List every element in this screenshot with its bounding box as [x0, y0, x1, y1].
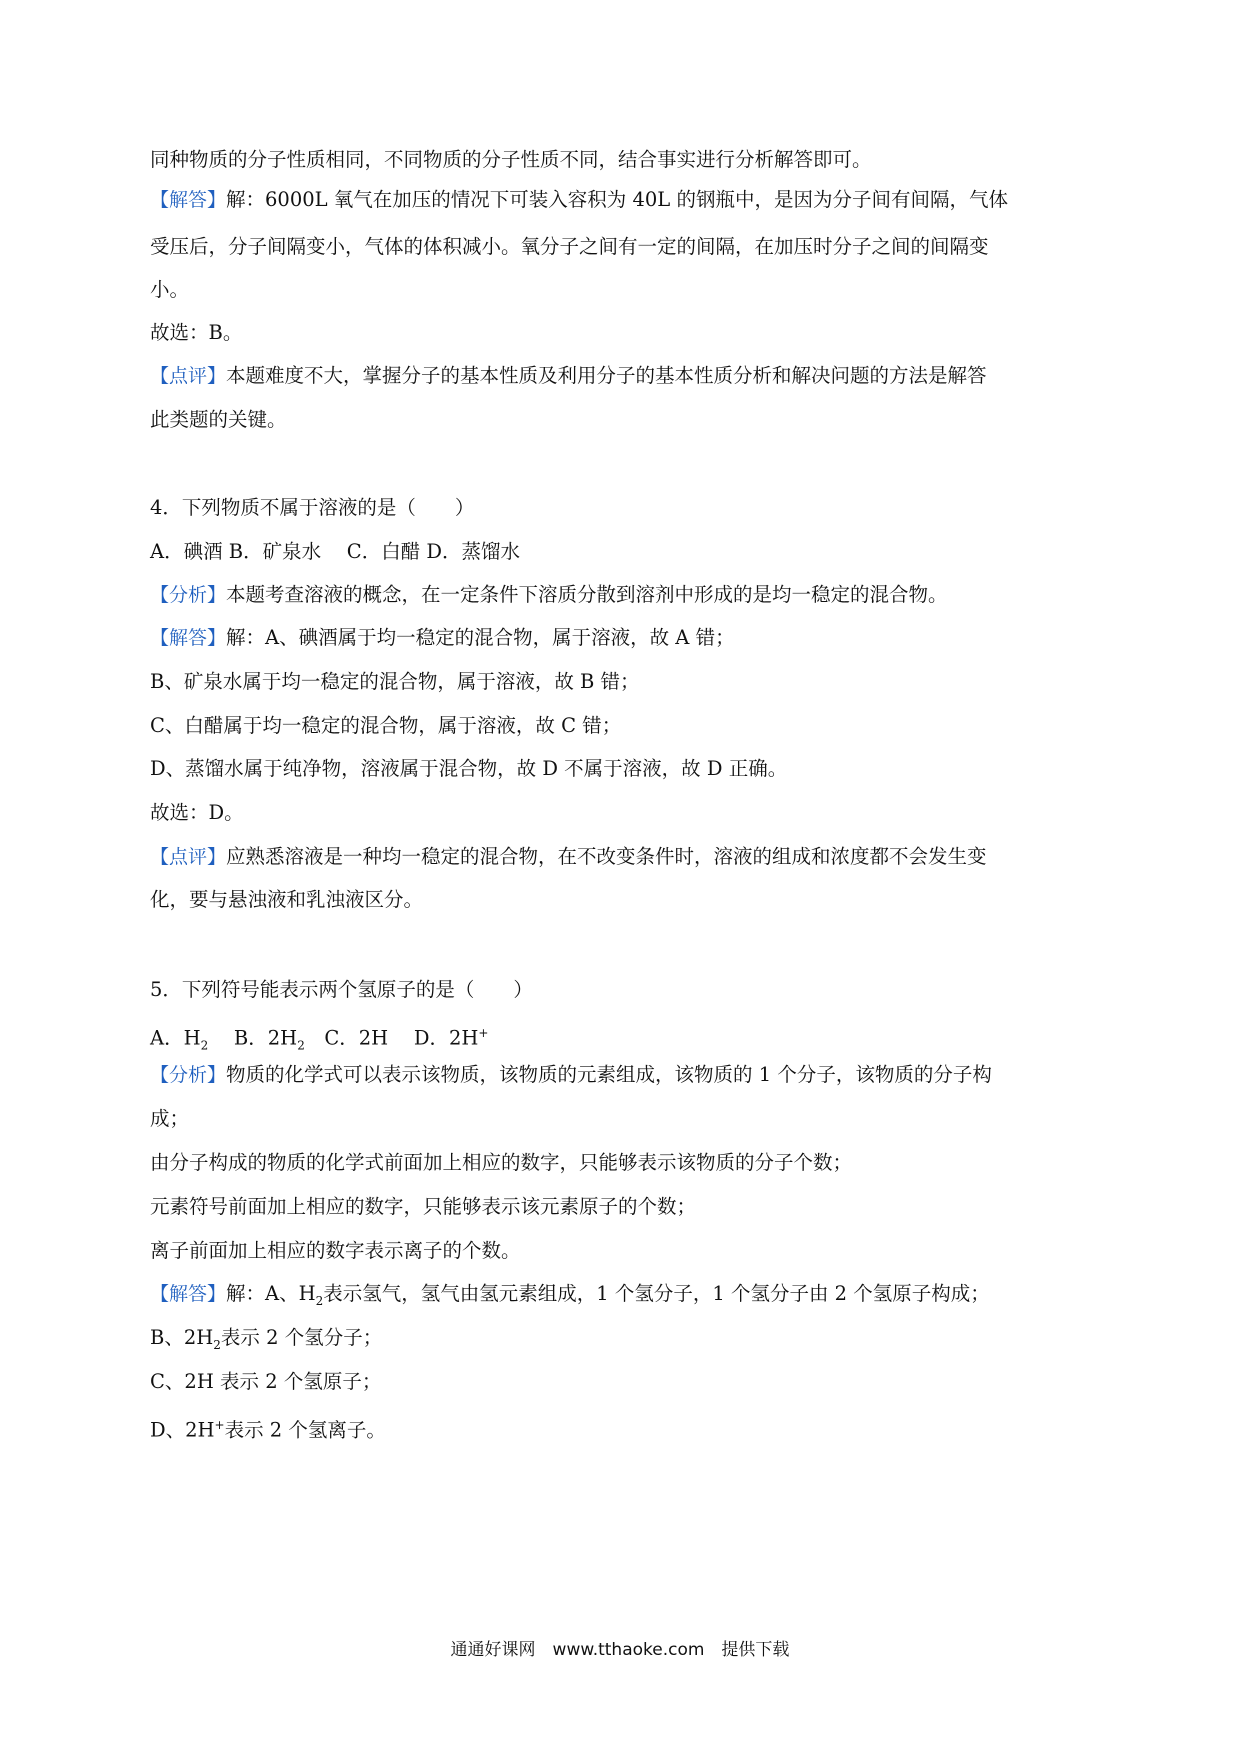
answer-line: 【解答】解：A、碘酒属于均一稳定的混合物，属于溶液，故 A 错；: [150, 626, 735, 649]
answer-line: 【解答】解：A、$H_2$表示氢气，氢气由氢元素组成，1 个氢分子，1 个氢分子由 2 个氢原子构成；: [150, 1282, 990, 1308]
question-options: A．$H_2$ B．$2H_2$ C．2H D．2H+: [150, 1026, 489, 1053]
analysis-tag: 【分析】: [150, 584, 227, 606]
answer-tag: 【解答】: [150, 1283, 227, 1305]
text-line: B、$2H_2$表示 2 个氢分子；: [150, 1326, 383, 1352]
question-title: 4．下列物质不属于溶液的是（ ）: [150, 496, 475, 519]
comment-tag: 【点评】: [150, 365, 227, 387]
question-options: A．碘酒 B．矿泉水 C．白醋 D．蒸馏水: [150, 540, 521, 563]
analysis-line: 【分析】本题考查溶液的概念，在一定条件下溶质分散到溶剂中形成的是均一稳定的混合物。: [150, 583, 948, 606]
text-line: 同种物质的分子性质相同，不同物质的分子性质不同，结合事实进行分析解答即可。: [150, 148, 872, 171]
text-line: 化，要与悬浊液和乳浊液区分。: [150, 888, 424, 911]
text-line: 由分子构成的物质的化学式前面加上相应的数字，只能够表示该物质的分子个数；: [150, 1151, 853, 1174]
text-line: C、2H 表示 2 个氢原子；: [150, 1370, 382, 1393]
comment-line: 【点评】应熟悉溶液是一种均一稳定的混合物，在不改变条件时，溶液的组成和浓度都不会发生变: [150, 845, 987, 868]
question-title: 5．下列符号能表示两个氢原子的是（ ）: [150, 978, 533, 1001]
choice-line: 故选：D。: [150, 801, 244, 824]
text-line: C、白醋属于均一稳定的混合物，属于溶液，故 C 错；: [150, 714, 622, 737]
analysis-line: 【分析】物质的化学式可以表示该物质，该物质的元素组成，该物质的 1 个分子，该物质的分子构: [150, 1063, 992, 1086]
text-line: 成；: [150, 1107, 190, 1130]
text-line: B、矿泉水属于均一稳定的混合物，属于溶液，故 B 错；: [150, 670, 640, 693]
text-line: D、蒸馏水属于纯净物，溶液属于混合物，故 D 不属于溶液，故 D 正确。: [150, 757, 788, 780]
answer-tag: 【解答】: [150, 627, 227, 649]
text-line: 受压后，分子间隔变小，气体的体积减小。氧分子之间有一定的间隔，在加压时分子之间的间隔变: [150, 235, 989, 258]
answer-tag: 【解答】: [150, 189, 227, 211]
answer-line: 【解答】解：6000L 氧气在加压的情况下可装入容积为 40L 的钢瓶中，是因为分子间有间隔，气体: [150, 188, 1008, 211]
text-line: 元素符号前面加上相应的数字，只能够表示该元素原子的个数；: [150, 1195, 697, 1218]
comment-tag: 【点评】: [150, 846, 227, 868]
choice-line: 故选：B。: [150, 321, 243, 344]
text-line: 此类题的关键。: [150, 408, 287, 431]
page-footer: 通通好课网 www.tthaoke.com 提供下载: [450, 1640, 790, 1660]
analysis-tag: 【分析】: [150, 1064, 227, 1086]
text-line: 小。: [150, 278, 190, 301]
text-line: 离子前面加上相应的数字表示离子的个数。: [150, 1239, 521, 1262]
text-line: D、2H+表示 2 个氢离子。: [150, 1418, 386, 1442]
comment-line: 【点评】本题难度不大，掌握分子的基本性质及利用分子的基本性质分析和解决问题的方法是解答: [150, 364, 987, 387]
